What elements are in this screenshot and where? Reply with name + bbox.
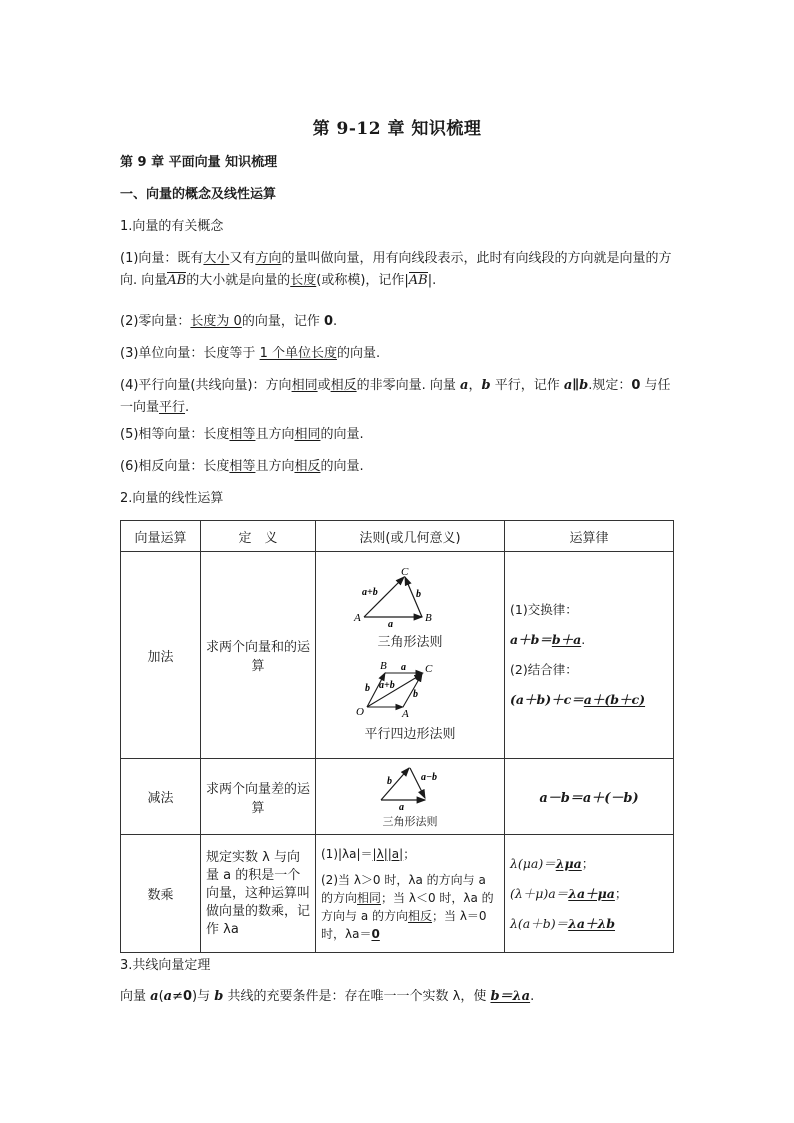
vector-label: b xyxy=(387,775,392,787)
operation-definition: 求两个向量差的运算 xyxy=(201,759,316,835)
page-title: 第 9-12 章 知识梳理 xyxy=(312,119,482,139)
text: 的非零向量. 向量 xyxy=(356,378,461,393)
answer: λμa xyxy=(555,855,582,871)
point-label: A xyxy=(354,612,361,624)
text: (2)零向量： xyxy=(120,314,191,329)
vector-ab: AB xyxy=(408,273,428,288)
text: . xyxy=(333,314,338,329)
text: |. xyxy=(427,273,437,288)
answer: 大小 xyxy=(203,251,230,266)
law-label: (2)结合律： xyxy=(510,662,578,677)
formula-lhs: a＋b＝ xyxy=(510,632,552,647)
vector-label: b xyxy=(416,589,421,600)
concept-equal-vectors xyxy=(120,424,676,446)
law-formula xyxy=(510,879,668,909)
header-cell: 运算律 xyxy=(505,521,674,552)
vector-a: a xyxy=(150,989,159,1004)
point-label: C xyxy=(425,663,433,675)
text: ( xyxy=(158,989,164,1004)
law-label: (1)交换律： xyxy=(510,602,578,617)
text: ； xyxy=(581,855,595,871)
text: 共线的充要条件是：存在唯一一个实数 λ，使 xyxy=(223,989,491,1004)
text: ≠ xyxy=(172,989,183,1004)
concept-vector xyxy=(120,248,676,292)
text: (或称模)，记作| xyxy=(316,273,409,288)
answer: 相反 xyxy=(294,459,321,474)
vector-label: a xyxy=(401,662,406,673)
linear-operations-table xyxy=(120,520,674,953)
text: ；当 λ＝0 时，λa＝ xyxy=(321,908,487,941)
answer: |λ||a| xyxy=(372,846,404,861)
concept-opposite-vectors xyxy=(120,456,676,478)
text: 的向量，记作 xyxy=(241,314,324,329)
zero-vector-symbol: 0 xyxy=(631,378,641,393)
text: 且方向 xyxy=(255,427,295,442)
rule-cell xyxy=(316,835,505,953)
operation-name: 数乘 xyxy=(121,835,201,953)
law-formula xyxy=(510,849,668,879)
vector-label: a+b xyxy=(362,587,378,598)
text: 的向量. xyxy=(320,459,364,474)
point-label: C xyxy=(401,566,409,578)
vector-a: a xyxy=(163,989,173,1004)
answer: 相同 xyxy=(291,378,318,393)
text: 的向量. xyxy=(336,346,381,361)
formula-lhs: (a＋b)＋c＝ xyxy=(510,692,584,707)
vector-label: b xyxy=(365,683,370,694)
text: 又有 xyxy=(229,251,256,266)
concept-parallel-vectors xyxy=(120,375,676,419)
text: (6)相反向量：长度 xyxy=(120,459,230,474)
concept-unit-vector xyxy=(120,343,676,365)
chapter-heading: 第 9 章 平面向量 知识梳理 xyxy=(120,155,278,170)
answer: 相同 xyxy=(357,890,382,905)
figure-caption: 平行四边形法则 xyxy=(364,727,456,742)
operation-name: 加法 xyxy=(121,552,201,759)
table-row-scalar-multiplication xyxy=(121,835,674,953)
operation-definition: 规定实数 λ 与向量 a 的积是一个向量，这种运算叫做向量的数乘，记作 λa xyxy=(201,835,316,953)
point-label: O xyxy=(356,706,364,718)
text: (4)平行向量(共线向量)：方向 xyxy=(120,378,292,393)
text: (3)单位向量：长度等于 xyxy=(120,346,260,361)
point-label: A xyxy=(402,708,409,719)
text: (5)相等向量：长度 xyxy=(120,427,230,442)
answer: 相等 xyxy=(229,459,256,474)
vector-b: b xyxy=(214,989,224,1004)
formula-lhs: λ(a＋b)＝ xyxy=(510,915,569,931)
answer: 长度 xyxy=(290,273,317,288)
answer: 相反 xyxy=(407,908,432,923)
subsection-heading: 1.向量的有关概念 xyxy=(120,219,224,234)
vector-label: a xyxy=(388,619,393,629)
formula-lhs: λ(μa)＝ xyxy=(510,855,556,871)
operation-name: 减法 xyxy=(121,759,201,835)
subsection-heading: 2.向量的线性运算 xyxy=(120,491,224,506)
law-cell xyxy=(505,759,674,835)
concept-zero-vector xyxy=(120,311,676,333)
subsection-heading: 3.共线向量定理 xyxy=(120,958,211,973)
zero-vector-symbol: 0 xyxy=(183,989,193,1004)
zero-vector-symbol: 0 xyxy=(323,314,334,329)
parallelogram-rule-figure xyxy=(355,659,465,719)
rule-item xyxy=(321,871,499,943)
header-cell: 法则(或几何意义) xyxy=(316,521,505,552)
figure-caption: 三角形法则 xyxy=(382,814,438,828)
answer: 相等 xyxy=(229,427,256,442)
text: (1)向量：既有 xyxy=(120,251,204,266)
formula-lhs: (λ＋μ)a＝ xyxy=(510,885,569,901)
vector-label: a xyxy=(399,801,404,812)
law-formula xyxy=(510,909,668,939)
answer: b＝λa xyxy=(490,989,531,1004)
vector-label: b xyxy=(413,689,418,700)
text: 向量 xyxy=(120,989,151,1004)
operation-definition: 求两个向量和的运算 xyxy=(201,552,316,759)
answer: λa＋μa xyxy=(568,885,615,901)
law-formula: a－b＝a＋(－b) xyxy=(539,791,639,806)
vector-a: a xyxy=(460,378,469,393)
vector-b: b xyxy=(481,378,491,393)
rule-cell xyxy=(316,552,505,759)
answer: 相同 xyxy=(294,427,321,442)
text: (1)|λa|＝ xyxy=(321,846,373,861)
vector-label: a−b xyxy=(421,771,438,783)
text: .规定： xyxy=(588,378,632,393)
text: ；当 λ＜0 时，λa 的方向与 a 的方向 xyxy=(321,890,494,923)
vector-ab: AB xyxy=(167,273,187,288)
subtraction-figure xyxy=(365,762,455,812)
section-heading: 一、向量的概念及线性运算 xyxy=(120,187,277,202)
answer: 相反 xyxy=(330,378,357,393)
text: . xyxy=(185,400,190,415)
answer: 方向 xyxy=(255,251,282,266)
triangle-rule-figure xyxy=(350,565,470,629)
law-cell xyxy=(505,552,674,759)
text: 或 xyxy=(317,378,331,393)
answer: 平行 xyxy=(159,400,186,415)
answer: b＋a xyxy=(551,632,582,647)
text: 的向量. xyxy=(320,427,364,442)
text: (2)当 λ＞0 时，λa 的方向与 a 的方向 xyxy=(321,872,486,905)
text: . xyxy=(530,989,535,1004)
text: 且方向 xyxy=(255,459,295,474)
collinear-theorem xyxy=(120,986,676,1008)
answer: 1 个单位长度 xyxy=(259,346,337,361)
text: ； xyxy=(403,846,416,861)
point-label: B xyxy=(425,612,432,624)
text: 平行，记作 xyxy=(490,378,564,393)
point-label: B xyxy=(380,660,387,672)
parallel-notation: a∥b xyxy=(563,378,589,393)
answer: a＋(b＋c) xyxy=(583,692,646,707)
table-row-addition xyxy=(121,552,674,759)
rule-item xyxy=(321,845,499,863)
figure-caption: 三角形法则 xyxy=(377,635,443,650)
text: ， xyxy=(468,378,482,393)
text: 与任一向量 xyxy=(120,378,671,415)
law-formula: a＋b＝b＋a. xyxy=(510,632,586,647)
text: )与 xyxy=(192,989,215,1004)
rule-cell xyxy=(316,759,505,835)
table-row-subtraction xyxy=(121,759,674,835)
text: 的量叫做向量，用有向线段表示，此时有向线段的方向就是向量的方向. 向量 xyxy=(120,251,672,288)
text: 的大小就是向量的 xyxy=(186,273,291,288)
header-cell: 向量运算 xyxy=(121,521,201,552)
answer: 长度为 0 xyxy=(190,314,242,329)
law-cell xyxy=(505,835,674,953)
vector-b-arrow xyxy=(381,768,409,800)
vector-label: a+b xyxy=(379,680,395,691)
table-header-row xyxy=(121,521,674,552)
answer: 0 xyxy=(371,926,380,941)
header-cell: 定 义 xyxy=(201,521,316,552)
text: ； xyxy=(614,885,628,901)
law-formula xyxy=(510,685,668,715)
answer: λa＋λb xyxy=(568,915,616,931)
